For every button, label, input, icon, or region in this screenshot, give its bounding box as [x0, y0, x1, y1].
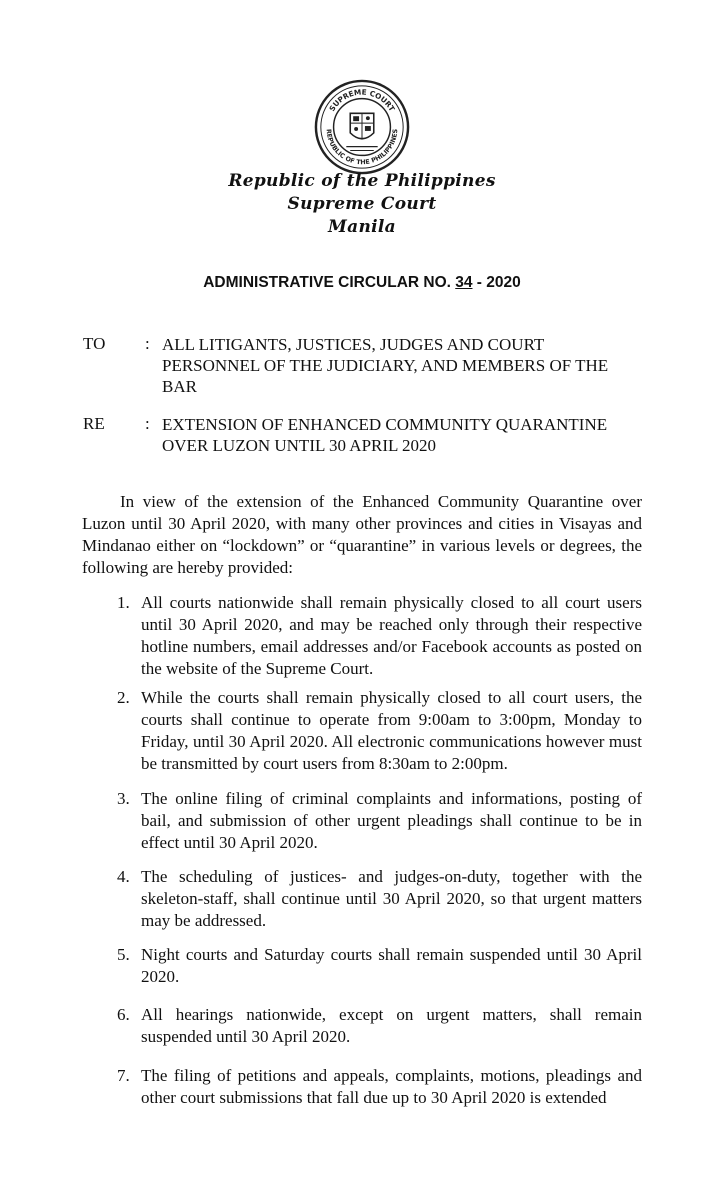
to-label: TO [83, 334, 106, 353]
list-item [117, 866, 642, 932]
item-number: 4. [117, 867, 130, 886]
item-text: The filing of petitions and appeals, complaints, motions, pleadings and other court submissions that fall due up to 30 April 2020 is extended [141, 1066, 642, 1107]
item-text: All hearings nationwide, except on urgent matters, shall remain suspended until 30 April 2020. [141, 1005, 642, 1046]
item-number: 5. [117, 945, 130, 964]
intro-paragraph: In view of the extension of the Enhanced Community Quarantine over Luzon until 30 April 2020, with many other provinces and cities in Visayas and Mindanao either on “lockdown” or “quarantine” in various levels or degrees, the following are hereby provided: [82, 492, 642, 577]
list-item [117, 687, 642, 775]
item-number: 1. [117, 593, 130, 612]
list-item [117, 944, 642, 988]
re-colon: : [145, 414, 150, 433]
letterhead-manila: Manila [328, 217, 396, 237]
circular-number: 34 [455, 274, 473, 291]
item-number: 2. [117, 688, 130, 707]
item-text: All courts nationwide shall remain physically closed to all court users until 30 April 2020, and may be reached only through their respective hotline numbers, email addresses and/or Facebook accounts as posted on the website of the Supreme Court. [141, 593, 642, 678]
to-colon: : [145, 334, 150, 353]
list-item [117, 1065, 642, 1109]
to-recipients: ALL LITIGANTS, JUSTICES, JUDGES AND COURT PERSONNEL OF THE JUDICIARY, AND MEMBERS OF THE BAR [162, 335, 609, 396]
svg-text:SUPREME COURT: SUPREME COURT [327, 87, 397, 113]
circular-title-prefix: ADMINISTRATIVE CIRCULAR NO. [203, 274, 456, 291]
circular-year: - 2020 [472, 274, 521, 291]
circular-title [0, 274, 724, 292]
list-item [117, 592, 642, 680]
letterhead-supreme-court: Supreme Court [287, 194, 437, 214]
item-text: Night courts and Saturday courts shall remain suspended until 30 April 2020. [141, 945, 642, 986]
item-text: The scheduling of justices- and judges-on-duty, together with the skeleton-staff, shall continue until 30 April 2020, so that urgent matters may be addressed. [141, 867, 642, 930]
re-subject: EXTENSION OF ENHANCED COMMUNITY QUARANTINE OVER LUZON UNTIL 30 APRIL 2020 [162, 415, 608, 455]
item-text: While the courts shall remain physically closed to all court users, the courts shall continue to operate from 9:00am to 3:00pm, Monday to Friday, until 30 April 2020. All electronic communications however must be transmitted by court users from 8:30am to 2:00pm. [141, 688, 642, 773]
letterhead-republic: Republic of the Philippines [228, 171, 496, 191]
svg-text:REPUBLIC OF THE PHILIPPINES: REPUBLIC OF THE PHILIPPINES [324, 128, 400, 167]
item-text: The online filing of criminal complaints and informations, posting of bail, and submission of other urgent pleadings shall continue to be in effect until 30 April 2020. [141, 789, 642, 852]
re-label: RE [83, 414, 105, 433]
item-number: 6. [117, 1005, 130, 1024]
list-item [117, 788, 642, 854]
item-number: 3. [117, 789, 130, 808]
list-item [117, 1004, 642, 1048]
supreme-court-seal-icon [313, 78, 411, 176]
item-number: 7. [117, 1066, 130, 1085]
